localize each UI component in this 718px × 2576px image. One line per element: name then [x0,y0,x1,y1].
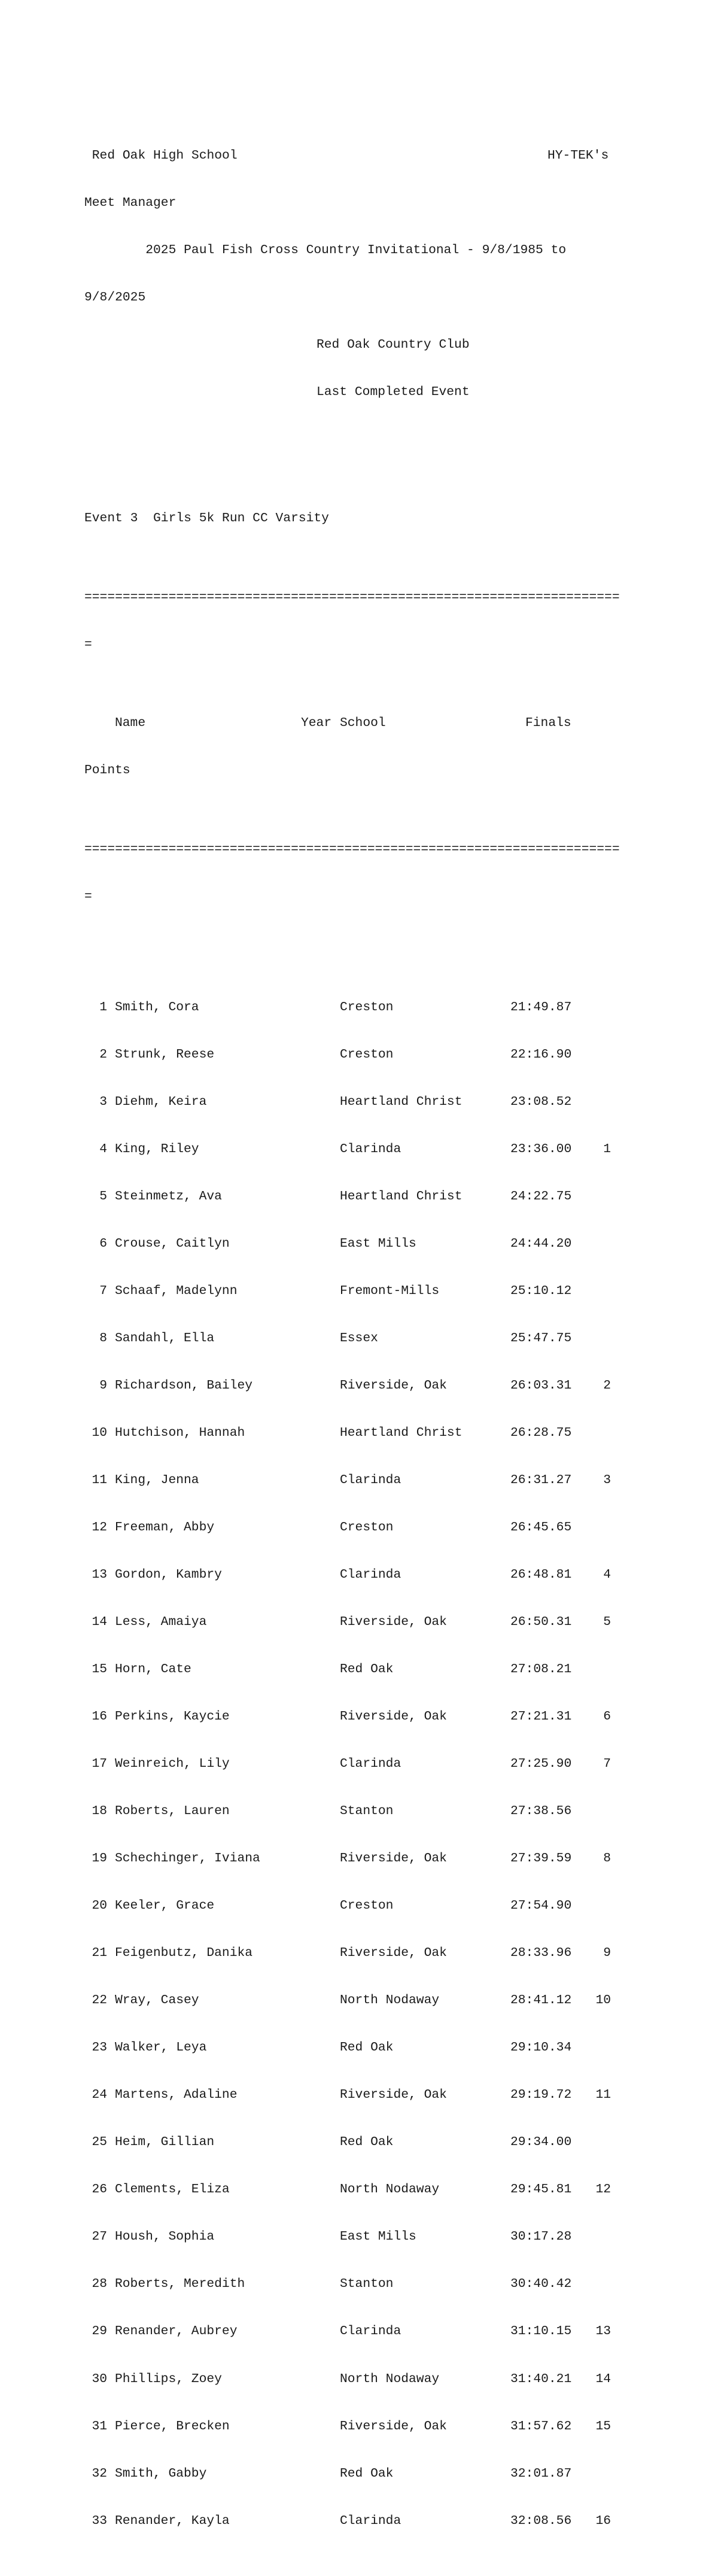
result-row [84,1709,635,1724]
result-row [84,1614,635,1630]
points: 4 [603,1567,611,1582]
finals-time: 26:48.81 [510,1567,572,1582]
result-row [84,2276,635,2292]
school: Heartland Christ [340,1189,463,1204]
place: 26 [92,2182,107,2197]
finals-time: 29:34.00 [510,2135,572,2150]
school: North Nodaway [340,2182,440,2197]
points: 15 [595,2419,611,2434]
school: Riverside, Oak [340,2088,447,2103]
results-list [84,968,635,2560]
points: 14 [595,2371,611,2386]
place: 27 [92,2229,107,2244]
school: Clarinda [340,2324,401,2339]
finals-time: 27:54.90 [510,1898,572,1913]
finals-time: 30:17.28 [510,2229,572,2244]
finals-time: 31:57.62 [510,2419,572,2434]
finals-time: 26:31.27 [510,1472,572,1487]
result-row [84,1803,635,1819]
results-document [84,101,635,2576]
status-line: Last Completed Event [317,385,470,400]
column-header-wrap [84,763,635,778]
finals-time: 27:08.21 [510,1662,572,1677]
athlete-name: Roberts, Lauren [115,1804,230,1819]
school: Creston [340,1520,394,1535]
place: 24 [92,2088,107,2103]
place: 31 [92,2419,107,2434]
event-title-line [84,511,635,526]
rule-bottom-wrap [84,889,635,904]
finals-time: 21:49.87 [510,1000,572,1014]
finals-time: 32:08.56 [510,2513,572,2528]
school: Stanton [340,2277,394,2292]
school: Red Oak [340,2466,394,2481]
athlete-name: Weinreich, Lily [115,1757,230,1772]
points: 1 [603,1141,611,1156]
school: Stanton [340,1804,394,1819]
athlete-name: King, Jenna [115,1472,199,1487]
finals-time: 31:10.15 [510,2324,572,2339]
points: 8 [603,1851,611,1866]
header-line-2 [84,195,635,211]
school: Clarinda [340,1567,401,1582]
school: Red Oak [340,1662,394,1677]
software-name-cont: Meet Manager [84,196,177,211]
athlete-name: Wray, Casey [115,1993,199,2008]
place: 28 [92,2277,107,2292]
finals-time: 28:41.12 [510,1993,572,2008]
athlete-name: Schaaf, Madelynn [115,1283,238,1298]
place: 29 [92,2324,107,2339]
place: 6 [99,1236,107,1251]
place: 10 [92,1425,107,1440]
athlete-name: Crouse, Caitlyn [115,1236,230,1251]
result-row [84,1898,635,1913]
result-row [84,2513,635,2529]
result-row [84,1047,635,1062]
rule-wrap: = [84,889,92,904]
school: Heartland Christ [340,1425,463,1440]
place: 15 [92,1662,107,1677]
athlete-name: Gordon, Kambry [115,1567,222,1582]
school: Riverside, Oak [340,1709,447,1724]
athlete-name: Sandahl, Ella [115,1330,215,1345]
athlete-name: Heim, Gillian [115,2135,215,2150]
result-row [84,1472,635,1488]
school: Clarinda [340,2513,401,2528]
col-header-year: Year [301,716,332,731]
school: East Mills [340,2229,416,2244]
col-header-name: Name [115,716,146,731]
header-line-1 [84,148,635,163]
finals-time: 29:45.81 [510,2182,572,2197]
athlete-name: Strunk, Reese [115,1047,215,1062]
place: 3 [99,1094,107,1109]
points: 6 [603,1709,611,1724]
athlete-name: Martens, Adaline [115,2088,238,2103]
place: 4 [99,1141,107,1156]
result-row [84,1141,635,1157]
place: 18 [92,1804,107,1819]
place: 16 [92,1709,107,1724]
athlete-name: Renander, Kayla [115,2513,230,2528]
meet-date-cont: 9/8/2025 [84,290,146,305]
place: 11 [92,1472,107,1487]
finals-time: 27:38.56 [510,1804,572,1819]
place: 25 [92,2135,107,2150]
rule-top [84,590,635,605]
school: North Nodaway [340,1993,440,2008]
school: Riverside, Oak [340,1851,447,1866]
rule-line: ====================================================================== [84,590,620,604]
athlete-name: Smith, Cora [115,1000,199,1014]
athlete-name: Housh, Sophia [115,2229,215,2244]
column-header [84,715,635,731]
athlete-name: Less, Amaiya [115,1615,207,1629]
school: Essex [340,1330,378,1345]
result-row [84,1425,635,1441]
school: Riverside, Oak [340,1615,447,1629]
finals-time: 30:40.42 [510,2277,572,2292]
meet-title: 2025 Paul Fish Cross Country Invitational - 9/8/1985 to [84,243,567,258]
athlete-name: Roberts, Meredith [115,2277,245,2292]
header-line-6 [84,384,635,400]
athlete-name: Feigenbutz, Danika [115,1946,253,1961]
software-name: HY-TEK's [547,148,609,163]
finals-time: 25:10.12 [510,1283,572,1298]
athlete-name: Steinmetz, Ava [115,1189,222,1204]
place: 8 [99,1330,107,1345]
school: Red Oak [340,2040,394,2055]
result-row [84,1992,635,2008]
place: 22 [92,1993,107,2008]
finals-time: 22:16.90 [510,1047,572,1062]
result-row [84,2134,635,2150]
place: 19 [92,1851,107,1866]
result-row [84,1189,635,1204]
school: East Mills [340,1236,416,1251]
event-title: Event 3 Girls 5k Run CC Varsity [84,511,329,525]
col-header-school: School [340,716,386,731]
place: 14 [92,1615,107,1629]
result-row [84,2371,635,2387]
result-row [84,1661,635,1677]
athlete-name: Clements, Eliza [115,2182,230,2197]
school: Red Oak [340,2135,394,2150]
finals-time: 24:44.20 [510,1236,572,1251]
col-header-points: Points [84,763,130,778]
school: Creston [340,1047,394,1062]
finals-time: 29:19.72 [510,2088,572,2103]
result-row [84,2040,635,2055]
result-row [84,2229,635,2244]
points: 5 [603,1615,611,1629]
finals-time: 27:21.31 [510,1709,572,1724]
result-row [84,1378,635,1393]
school: Clarinda [340,1141,401,1156]
header-line-5 [84,337,635,353]
result-row [84,1283,635,1299]
result-row [84,1945,635,1961]
school: Riverside, Oak [340,1946,447,1961]
school: Riverside, Oak [340,2419,447,2434]
result-row [84,1851,635,1866]
rule-bottom [84,842,635,857]
finals-time: 31:40.21 [510,2371,572,2386]
place: 13 [92,1567,107,1582]
points: 7 [603,1757,611,1772]
rule-line: ====================================================================== [84,842,620,857]
header-line-4 [84,290,635,305]
finals-time: 26:45.65 [510,1520,572,1535]
school: Clarinda [340,1472,401,1487]
place: 32 [92,2466,107,2481]
result-row [84,2182,635,2197]
place: 1 [99,1000,107,1014]
points: 9 [603,1946,611,1961]
rule-wrap: = [84,637,92,652]
athlete-name: Diehm, Keira [115,1094,207,1109]
finals-time: 32:01.87 [510,2466,572,2481]
points: 16 [595,2513,611,2528]
place: 20 [92,1898,107,1913]
finals-time: 27:39.59 [510,1851,572,1866]
finals-time: 26:03.31 [510,1378,572,1393]
result-row [84,2323,635,2339]
school: North Nodaway [340,2371,440,2386]
finals-time: 29:10.34 [510,2040,572,2055]
finals-time: 23:08.52 [510,1094,572,1109]
spacer [84,432,635,447]
school: Fremont-Mills [340,1283,440,1298]
result-row [84,1330,635,1346]
finals-time: 24:22.75 [510,1189,572,1204]
points: 12 [595,2182,611,2197]
place: 21 [92,1946,107,1961]
athlete-name: Pierce, Brecken [115,2419,230,2434]
result-row [84,1756,635,1772]
school: Creston [340,1898,394,1913]
place: 33 [92,2513,107,2528]
points: 3 [603,1472,611,1487]
place: 23 [92,2040,107,2055]
athlete-name: Schechinger, Iviana [115,1851,260,1866]
points: 10 [595,1993,611,2008]
place: 17 [92,1757,107,1772]
athlete-name: Keeler, Grace [115,1898,215,1913]
school: Riverside, Oak [340,1378,447,1393]
athlete-name: Freeman, Abby [115,1520,215,1535]
place: 5 [99,1189,107,1204]
finals-time: 27:25.90 [510,1757,572,1772]
result-row [84,1236,635,1251]
athlete-name: Renander, Aubrey [115,2324,238,2339]
points: 11 [595,2088,611,2103]
result-row [84,1567,635,1582]
result-row [84,2087,635,2103]
athlete-name: Horn, Cate [115,1662,191,1677]
finals-time: 28:33.96 [510,1946,572,1961]
place: 12 [92,1520,107,1535]
finals-time: 25:47.75 [510,1330,572,1345]
host-school: Red Oak High School [84,148,238,163]
finals-time: 26:28.75 [510,1425,572,1440]
athlete-name: Phillips, Zoey [115,2371,222,2386]
col-header-finals: Finals [525,716,571,731]
place: 9 [99,1378,107,1393]
rule-top-wrap [84,637,635,652]
place: 7 [99,1283,107,1298]
place: 30 [92,2371,107,2386]
place: 2 [99,1047,107,1062]
athlete-name: Smith, Gabby [115,2466,207,2481]
finals-time: 26:50.31 [510,1615,572,1629]
athlete-name: Richardson, Bailey [115,1378,253,1393]
athlete-name: Walker, Leya [115,2040,207,2055]
athlete-name: Hutchison, Hannah [115,1425,245,1440]
school: Clarinda [340,1757,401,1772]
school: Creston [340,1000,394,1014]
result-row [84,1094,635,1110]
result-row [84,2466,635,2481]
athlete-name: King, Riley [115,1141,199,1156]
result-row [84,1000,635,1015]
points: 13 [595,2324,611,2339]
header-line-3 [84,242,635,258]
venue: Red Oak Country Club [317,338,470,353]
result-row [84,1520,635,1535]
points: 2 [603,1378,611,1393]
school: Heartland Christ [340,1094,463,1109]
result-row [84,2419,635,2434]
finals-time: 23:36.00 [510,1141,572,1156]
athlete-name: Perkins, Kaycie [115,1709,230,1724]
